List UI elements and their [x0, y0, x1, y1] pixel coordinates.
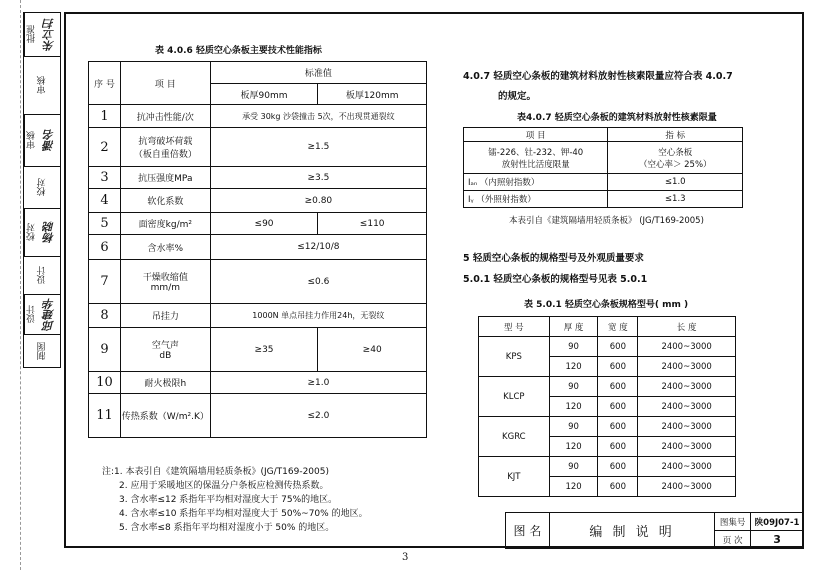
table-row: [89, 372, 427, 394]
table-row: [464, 142, 743, 174]
title-name-label: 图 名: [506, 513, 550, 549]
title-block: [505, 512, 804, 548]
row-item: 空气声 dB: [120, 328, 210, 372]
atlas-value: 陕09J07-1: [751, 513, 804, 531]
strip-label: 设计: [24, 295, 38, 334]
section-5-heading: 5 轻质空心条板的规格型号及外观质量要求: [463, 253, 644, 264]
width-cell: 600: [598, 357, 638, 377]
row-value: ≥0.80: [210, 189, 426, 213]
strip-cell: [24, 295, 60, 335]
row-no: 7: [89, 260, 121, 304]
row-value: ≤2.0: [210, 394, 426, 438]
row-item: 传热系数（W/m².K）: [120, 394, 210, 438]
width-cell: 600: [598, 457, 638, 477]
width-cell: 600: [598, 477, 638, 497]
thick-cell: 90: [549, 417, 598, 437]
row-value: ≤1.3: [608, 191, 743, 208]
strip-label: 审核: [37, 76, 48, 95]
table-row: [464, 191, 743, 208]
length-cell: 2400~3000: [638, 397, 736, 417]
strip-label: 批准: [24, 13, 38, 56]
table-row: [89, 189, 427, 213]
page-number: 3: [402, 552, 409, 563]
table-row: [479, 377, 736, 397]
width-cell: 600: [598, 437, 638, 457]
thick-cell: 120: [549, 437, 598, 457]
table-row: [464, 174, 743, 191]
strip-cell: [24, 13, 60, 57]
note-line: 5. 含水率≤8 系指年平均相对湿度小于 50% 的地区。: [119, 523, 335, 533]
length-cell: 2400~3000: [638, 457, 736, 477]
type-cell: KGRC: [479, 417, 550, 457]
length-cell: 2400~3000: [638, 337, 736, 357]
signature-strip: [23, 12, 61, 368]
header-t120: 板厚120mm: [318, 84, 427, 105]
table-row: [89, 213, 427, 235]
row-value: 空心条板 （空心率＞ 25%）: [608, 142, 743, 174]
table-407-source: 本表引自《建筑隔墙用轻质条板》 (JG/T169-2005): [509, 216, 704, 226]
row-value: ≤0.6: [210, 260, 426, 304]
strip-label: 审核: [24, 115, 38, 166]
header-no: 序 号: [89, 62, 121, 105]
header-length: 长 度: [638, 317, 736, 337]
thick-cell: 90: [549, 457, 598, 477]
row-item: 抗冲击性能/次: [120, 105, 210, 128]
width-cell: 600: [598, 397, 638, 417]
width-cell: 600: [598, 417, 638, 437]
row-value: ≥1.0: [210, 372, 426, 394]
row-no: 1: [89, 105, 121, 128]
table-row: [479, 457, 736, 477]
header-item: 项 目: [120, 62, 210, 105]
note-line: 3. 含水率≤12 系指年平均相对湿度大于 75%的地区。: [119, 495, 338, 505]
header-width: 宽 度: [598, 317, 638, 337]
header-index: 指 标: [608, 128, 743, 142]
table-501-caption: 表 5.0.1 轻质空心条板规格型号( mm ): [524, 300, 689, 310]
strip-label: 校对: [37, 178, 48, 197]
strip-label: 设计: [37, 266, 48, 285]
section-501: 5.0.1 轻质空心条板的规格型号见表 5.0.1: [463, 274, 648, 285]
table-row: [479, 337, 736, 357]
strip-signature: 杨晓: [42, 221, 56, 244]
row-value: ≥3.5: [210, 167, 426, 189]
thick-cell: 120: [549, 397, 598, 417]
row-value: ≤1.0: [608, 174, 743, 191]
row-item: 镭-226、钍-232、钾-40 放射性比活度限量: [464, 142, 608, 174]
row-item: 面密度kg/m²: [120, 213, 210, 235]
length-cell: 2400~3000: [638, 477, 736, 497]
title-name-value: 编 制 说 明: [549, 513, 714, 549]
page-value: 3: [751, 531, 804, 549]
row-value-90: ≤90: [210, 213, 318, 235]
header-thick: 厚 度: [549, 317, 598, 337]
row-item: 吊挂力: [120, 304, 210, 328]
page-label: 页 次: [715, 531, 751, 549]
length-cell: 2400~3000: [638, 417, 736, 437]
row-item: Iᵧ （外照射指数）: [464, 191, 608, 208]
thick-cell: 90: [549, 337, 598, 357]
type-cell: KLCP: [479, 377, 550, 417]
length-cell: 2400~3000: [638, 437, 736, 457]
row-item: 含水率%: [120, 235, 210, 260]
width-cell: 600: [598, 337, 638, 357]
table-row: [89, 328, 427, 372]
row-no: 10: [89, 372, 121, 394]
row-no: 5: [89, 213, 121, 235]
thick-cell: 120: [549, 477, 598, 497]
notes: [102, 465, 368, 535]
type-cell: KPS: [479, 337, 550, 377]
table-407: [463, 127, 743, 208]
length-cell: 2400~3000: [638, 357, 736, 377]
strip-signature: 邱建华: [42, 298, 56, 331]
row-value-90: ≥35: [210, 328, 318, 372]
row-value: ≥1.5: [210, 128, 426, 167]
table-406-caption: 表 4.0.6 轻质空心条板主要技术性能指标: [155, 46, 322, 56]
row-no: 4: [89, 189, 121, 213]
thick-cell: 90: [549, 377, 598, 397]
strip-signature: 潘名: [42, 129, 56, 152]
strip-cell: [24, 257, 60, 295]
row-no: 8: [89, 304, 121, 328]
strip-cell: [24, 167, 60, 209]
type-cell: KJT: [479, 457, 550, 497]
header-std: 标准值: [210, 62, 426, 84]
row-no: 9: [89, 328, 121, 372]
row-no: 6: [89, 235, 121, 260]
strip-cell: [24, 335, 60, 367]
strip-cell: [24, 115, 60, 167]
header-item: 项 目: [464, 128, 608, 142]
row-item: 软化系数: [120, 189, 210, 213]
note-line: 2. 应用于采暖地区的保温分户条板应检测传热系数。: [119, 481, 329, 491]
note-line: 注:1. 本表引自《建筑隔墙用轻质条板》(JG/T169-2005): [102, 467, 329, 477]
strip-signature: 朱立扫: [42, 18, 56, 51]
table-row: [479, 417, 736, 437]
strip-cell: [24, 209, 60, 257]
row-value: ≤12/10/8: [210, 235, 426, 260]
row-item: 抗压强度MPa: [120, 167, 210, 189]
thick-cell: 120: [549, 357, 598, 377]
row-value-120: ≥40: [318, 328, 427, 372]
binding-line: [20, 0, 21, 570]
section-407-line2: 的规定。: [498, 91, 537, 102]
atlas-label: 图集号: [715, 513, 751, 531]
table-row: [89, 167, 427, 189]
row-no: 11: [89, 394, 121, 438]
table-row: [89, 260, 427, 304]
header-t90: 板厚90mm: [210, 84, 318, 105]
row-item: 耐火极限h: [120, 372, 210, 394]
row-item: 干燥收缩值 mm/m: [120, 260, 210, 304]
row-no: 2: [89, 128, 121, 167]
row-value: 承受 30kg 沙袋撞击 5次，不出现贯通裂纹: [210, 105, 426, 128]
table-row: [89, 105, 427, 128]
row-value-120: ≤110: [318, 213, 427, 235]
table-row: [89, 394, 427, 438]
strip-cell: [24, 57, 60, 115]
width-cell: 600: [598, 377, 638, 397]
row-item: 抗弯破坏荷载 （板自重倍数）: [120, 128, 210, 167]
table-row: [89, 128, 427, 167]
table-row: [89, 304, 427, 328]
row-item: Iₐₙ （内照射指数）: [464, 174, 608, 191]
row-no: 3: [89, 167, 121, 189]
header-type: 型 号: [479, 317, 550, 337]
table-row: [89, 235, 427, 260]
strip-label: 制图: [37, 342, 48, 360]
section-407-line1: 4.0.7 轻质空心条板的建筑材料放射性核素限量应符合表 4.0.7: [463, 71, 733, 82]
strip-label: 校对: [24, 209, 38, 256]
row-value: 1000N 单点吊挂力作用24h，无裂纹: [210, 304, 426, 328]
length-cell: 2400~3000: [638, 377, 736, 397]
note-line: 4. 含水率≤10 系指年平均相对湿度大于 50%~70% 的地区。: [119, 509, 368, 519]
table-501: [478, 316, 736, 497]
table-406: [88, 61, 427, 438]
table-407-caption: 表4.0.7 轻质空心条板的建筑材料放射性核素限量: [517, 113, 717, 123]
